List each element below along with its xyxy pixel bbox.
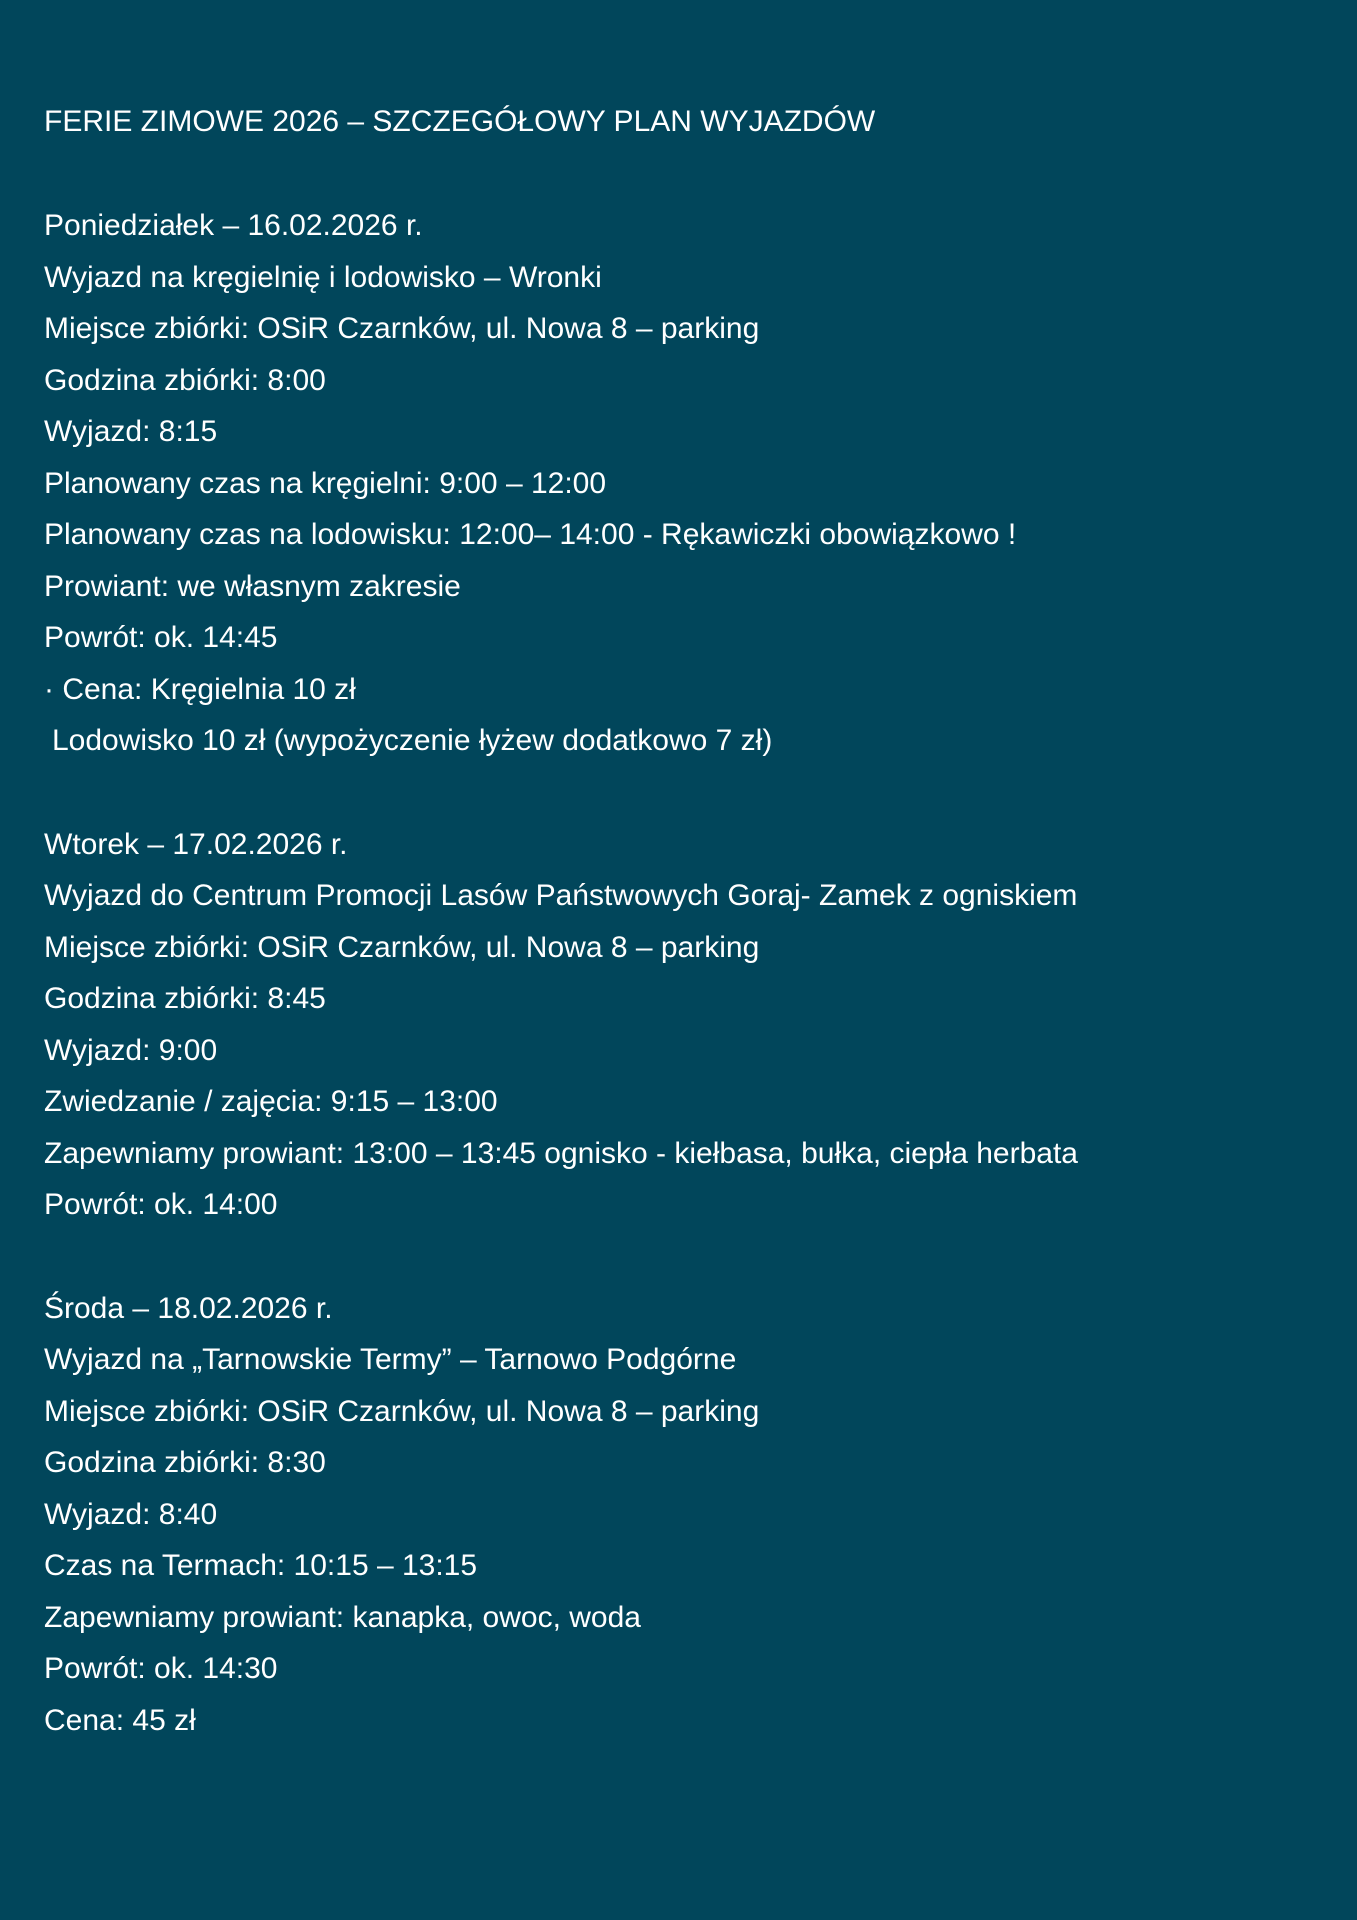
meeting-time: Godzina zbiórki: 8:45 [44,982,326,1015]
provisions: Prowiant: we własnym zakresie [44,569,461,603]
price-bowling: · Cena: Kręgielnia 10 zł [44,672,356,706]
price-ice-rink: Lodowisko 10 zł (wypożyczenie łyżew dodatkowo 7 zł) [52,724,773,757]
departure-time: Wyjazd: 9:00 [44,1033,218,1067]
thermal-pool-time: Czas na Termach: 10:15 – 13:15 [44,1549,478,1582]
activity-time: Zwiedzanie / zajęcia: 9:15 – 13:00 [44,1085,498,1118]
meeting-time: Godzina zbiórki: 8:00 [44,363,326,397]
day-wednesday [44,1283,1313,1747]
provisions: Zapewniamy prowiant: kanapka, owoc, woda [44,1600,641,1634]
trip-description: Wyjazd do Centrum Promocji Lasów Państwowych Goraj- Zamek z ogniskiem [44,879,1078,912]
ice-rink-time: Planowany czas na lodowisku: 12:00– 14:00 - Rękawiczki obowiązkowo ! [44,518,1017,551]
day-heading: Poniedziałek – 16.02.2026 r. [44,209,423,242]
meeting-place: Miejsce zbiórki: OSiR Czarnków, ul. Nowa 8 – parking [44,930,760,964]
meeting-place: Miejsce zbiórki: OSiR Czarnków, ul. Nowa 8 – parking [44,1394,760,1428]
return-time: Powrót: ok. 14:30 [44,1652,278,1685]
bowling-time: Planowany czas na kręgielni: 9:00 – 12:00 [44,466,607,500]
day-heading: Środa – 18.02.2026 r. [44,1291,333,1325]
return-time: Powrót: ok. 14:45 [44,621,278,654]
trip-description: Wyjazd na „Tarnowskie Termy” – Tarnowo Podgórne [44,1343,737,1376]
provisions: Zapewniamy prowiant: 13:00 – 13:45 ognisko - kiełbasa, bułka, ciepła herbata [44,1136,1078,1170]
meeting-place: Miejsce zbiórki: OSiR Czarnków, ul. Nowa 8 – parking [44,312,760,345]
departure-time: Wyjazd: 8:40 [44,1497,218,1531]
price: Cena: 45 zł [44,1703,196,1737]
departure-time: Wyjazd: 8:15 [44,415,218,448]
day-tuesday [44,819,1313,1231]
return-time: Powrót: ok. 14:00 [44,1188,278,1221]
trip-description: Wyjazd na kręgielnię i lodowisko – Wronki [44,260,602,294]
meeting-time: Godzina zbiórki: 8:30 [44,1446,326,1479]
page-title: FERIE ZIMOWE 2026 – SZCZEGÓŁOWY PLAN WYJAZDÓW [44,105,876,138]
day-heading: Wtorek – 17.02.2026 r. [44,827,348,861]
day-monday [44,200,1313,767]
